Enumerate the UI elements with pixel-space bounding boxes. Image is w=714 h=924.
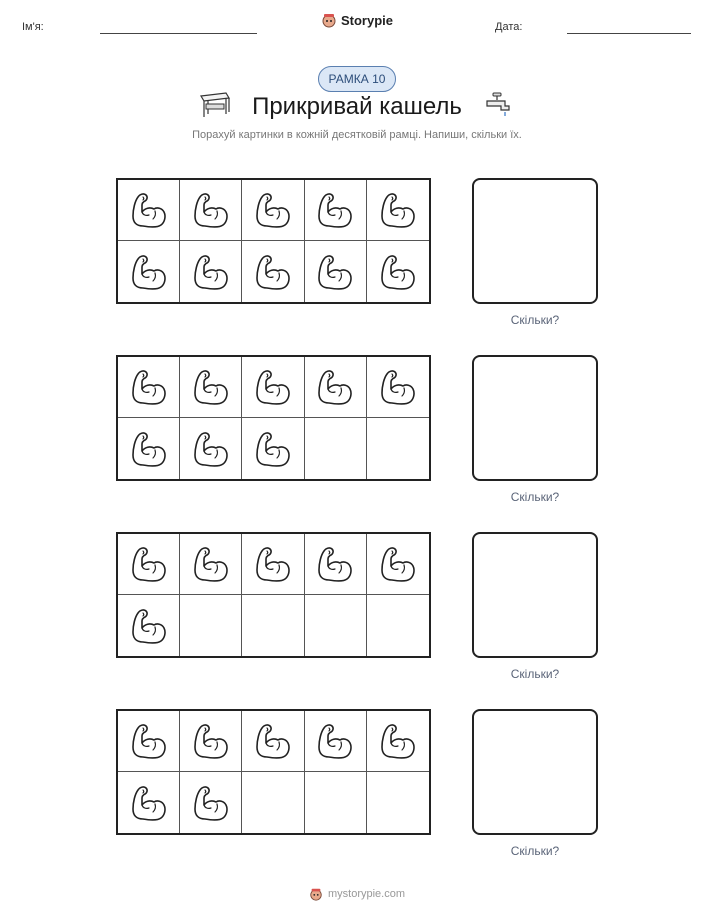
flexed-biceps-icon (253, 428, 293, 470)
storypie-mascot-icon (309, 887, 323, 901)
frame-cell-filled (367, 357, 429, 418)
flexed-biceps-icon (129, 782, 169, 824)
frame-badge: РАМКА 10 (318, 66, 396, 92)
flexed-biceps-icon (191, 428, 231, 470)
flexed-biceps-icon (191, 189, 231, 231)
frame-cell-filled (118, 180, 180, 241)
frame-cell-filled (305, 534, 367, 595)
frame-cell-empty (367, 772, 429, 833)
frame-cell-filled (367, 711, 429, 772)
flexed-biceps-icon (191, 366, 231, 408)
frame-cell-filled (118, 418, 180, 479)
frame-cell-filled (305, 357, 367, 418)
ten-frame (116, 709, 431, 835)
answer-box[interactable] (472, 178, 598, 304)
flexed-biceps-icon (129, 428, 169, 470)
frame-cell-empty (180, 595, 242, 656)
flexed-biceps-icon (315, 366, 355, 408)
frame-cell-filled (242, 180, 304, 241)
flexed-biceps-icon (315, 720, 355, 762)
how-many-label: Скільки? (510, 844, 560, 858)
frame-cell-filled (180, 241, 242, 302)
frame-cell-filled (180, 418, 242, 479)
frame-cell-filled (242, 241, 304, 302)
frame-cell-filled (118, 595, 180, 656)
flexed-biceps-icon (253, 189, 293, 231)
flexed-biceps-icon (129, 366, 169, 408)
ten-frame (116, 355, 431, 481)
frame-cell-filled (367, 241, 429, 302)
frame-cell-filled (118, 711, 180, 772)
how-many-label: Скільки? (510, 313, 560, 327)
flexed-biceps-icon (315, 251, 355, 293)
footer-url[interactable]: mystorypie.com (327, 888, 406, 900)
frame-cell-filled (242, 357, 304, 418)
flexed-biceps-icon (129, 720, 169, 762)
flexed-biceps-icon (378, 720, 418, 762)
how-many-label: Скільки? (510, 667, 560, 681)
date-line[interactable] (567, 33, 691, 34)
frame-cell-empty (367, 595, 429, 656)
frame-cell-filled (180, 357, 242, 418)
frame-cell-filled (242, 418, 304, 479)
frame-cell-filled (118, 772, 180, 833)
instructions: Порахуй картинки в кожній десятковій рамці. Напиши, скільки їх. (192, 129, 522, 141)
frame-cell-filled (180, 180, 242, 241)
frame-cell-empty (305, 595, 367, 656)
frame-cell-empty (305, 418, 367, 479)
flexed-biceps-icon (191, 782, 231, 824)
flexed-biceps-icon (191, 251, 231, 293)
frame-cell-filled (305, 241, 367, 302)
answer-box[interactable] (472, 709, 598, 835)
flexed-biceps-icon (191, 720, 231, 762)
faucet-icon (483, 90, 513, 120)
frame-cell-filled (180, 772, 242, 833)
footer (0, 887, 714, 901)
frame-cell-filled (305, 180, 367, 241)
flexed-biceps-icon (378, 543, 418, 585)
flexed-biceps-icon (378, 366, 418, 408)
flexed-biceps-icon (315, 189, 355, 231)
how-many-label: Скільки? (510, 490, 560, 504)
brand-name: Storypie (340, 12, 393, 28)
frame-cell-filled (367, 180, 429, 241)
ten-frame (116, 532, 431, 658)
flexed-biceps-icon (129, 543, 169, 585)
frame-cell-filled (367, 534, 429, 595)
flexed-biceps-icon (129, 605, 169, 647)
frame-cell-filled (180, 711, 242, 772)
ten-frame (116, 178, 431, 304)
frame-cell-empty (367, 418, 429, 479)
name-line[interactable] (100, 33, 257, 34)
frame-cell-filled (242, 534, 304, 595)
frame-cell-filled (180, 534, 242, 595)
date-label: Дата: (495, 21, 523, 33)
frame-cell-filled (242, 711, 304, 772)
flexed-biceps-icon (315, 543, 355, 585)
flexed-biceps-icon (253, 543, 293, 585)
frame-cell-filled (305, 711, 367, 772)
frame-cell-filled (118, 534, 180, 595)
brand-logo (0, 12, 714, 28)
frame-cell-filled (118, 241, 180, 302)
frame-cell-empty (242, 595, 304, 656)
flexed-biceps-icon (253, 251, 293, 293)
storypie-mascot-icon (321, 12, 337, 28)
page-title: Прикривай кашель (252, 93, 462, 120)
name-label: Ім'я: (22, 21, 44, 33)
flexed-biceps-icon (378, 251, 418, 293)
flexed-biceps-icon (253, 720, 293, 762)
flexed-biceps-icon (129, 189, 169, 231)
answer-box[interactable] (472, 355, 598, 481)
frame-cell-empty (305, 772, 367, 833)
flexed-biceps-icon (253, 366, 293, 408)
flexed-biceps-icon (129, 251, 169, 293)
answer-box[interactable] (472, 532, 598, 658)
frame-cell-filled (118, 357, 180, 418)
flexed-biceps-icon (191, 543, 231, 585)
flexed-biceps-icon (378, 189, 418, 231)
frame-cell-empty (242, 772, 304, 833)
